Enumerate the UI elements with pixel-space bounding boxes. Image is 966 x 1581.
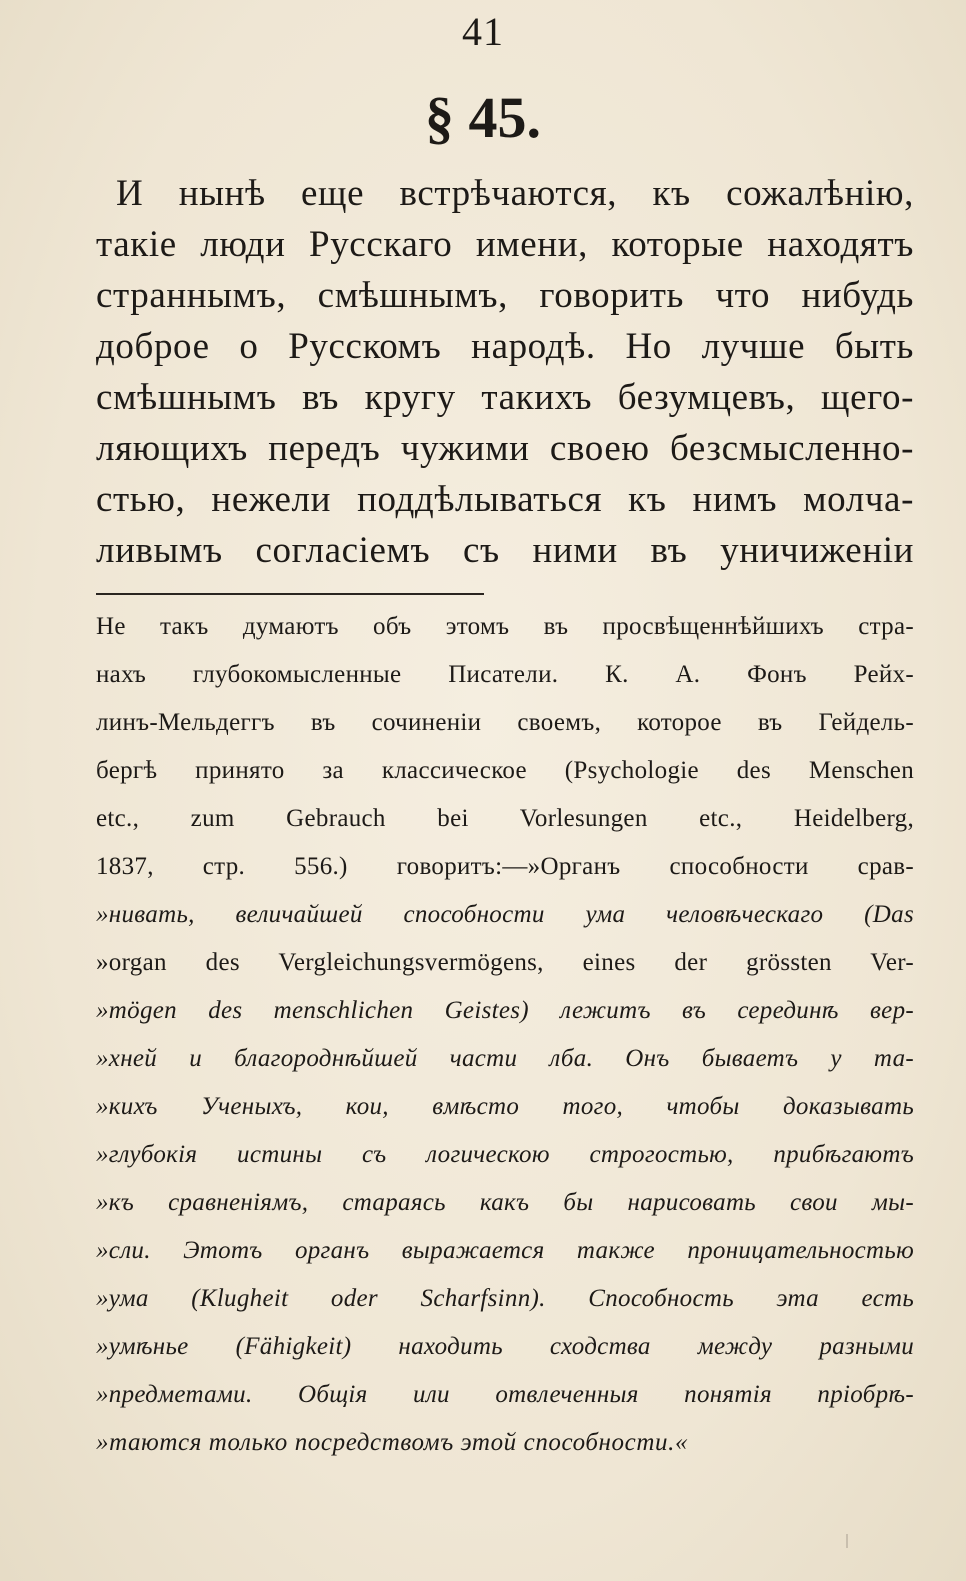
page-number: 41 [462, 9, 504, 54]
footnote-quote-line [96, 1419, 914, 1467]
main-text-line: ляющихъ передъ чужими своею безсмысленно- [96, 428, 914, 469]
footnote-line: etc., zum Gebrauch bei Vorlesungen etc., Heidelberg, [96, 805, 914, 832]
footnote-quote-line: »кихъ Ученыхъ, кои, вмѣсто того, чтобы доказывать [96, 1093, 914, 1120]
footnote-quote-line: »къ сравненіямъ, стараясь какъ бы нарисовать свои мы- [96, 1189, 914, 1216]
footnote-quote-line: »ума (Klugheit oder Scharfsinn). Способность эта есть [96, 1285, 914, 1312]
main-text-line: доброе о Русскомъ народѣ. Но лучше быть [96, 326, 914, 367]
footnote-quote-line: »хней и благороднѣйшей части лба. Онъ бываетъ у та- [96, 1045, 914, 1072]
footnote-line: Не такъ думаютъ объ этомъ въ просвѣщеннѣйшихъ стра- [96, 613, 914, 640]
main-text-line: такіе люди Русскаго имени, которые находятъ [96, 224, 914, 265]
main-text-line: ливымъ согласіемъ съ ними въ уничиженіи [96, 530, 914, 571]
main-text-block [96, 168, 914, 576]
footnote-quote-line: »умѣнье (Fähigkeit) находить сходства между разными [96, 1333, 914, 1360]
footnote-line: 1837, стр. 556.) говоритъ:—»Органъ способности срав- [96, 853, 914, 880]
footnote-line: нахъ глубокомысленные Писатели. К. А. Фонъ Рейх- [96, 661, 914, 688]
footnote-last-text: »таются только посредствомъ этой способности.« [96, 1429, 689, 1456]
main-text-line: И нынѣ еще встрѣчаются, къ сожалѣнію, [116, 173, 914, 214]
footnote-quote-line: »сли. Этотъ органъ выражается также проницательностью [96, 1237, 914, 1264]
main-text-line: стью, нежели поддѣлываться къ нимъ молча- [96, 479, 914, 520]
footnote-line: линъ-Мельдеггъ въ сочиненіи своемъ, которое въ Гейдель- [96, 709, 914, 736]
main-text-line: смѣшнымъ въ кругу такихъ безумцевъ, щего- [96, 377, 914, 418]
footnote-quote-line: »нивать, величайшей способности ума человѣческаго (Das [96, 901, 914, 928]
footnote-divider [96, 593, 484, 595]
footnote-block [96, 603, 914, 1467]
page-edge-mark [846, 1534, 848, 1548]
section-heading: § 45. [425, 85, 541, 150]
footnote-line: бергѣ принято за классическое (Psychologie des Menschen [96, 757, 914, 784]
main-text-line: страннымъ, смѣшнымъ, говорить что нибудь [96, 275, 914, 316]
footnote-quote-line: »глубокія истины съ логическою строгостью, прибѣгаютъ [96, 1141, 914, 1168]
footnote-quote-line: »organ des Vergleichungsvermögens, eines der grössten Ver- [96, 949, 914, 976]
footnote-quote-line: »предметами. Общія или отвлеченныя понятія пріобрѣ- [96, 1381, 914, 1408]
footnote-quote-line: »mögen des menschlichen Geistes) лежитъ въ серединѣ вер- [96, 997, 914, 1024]
